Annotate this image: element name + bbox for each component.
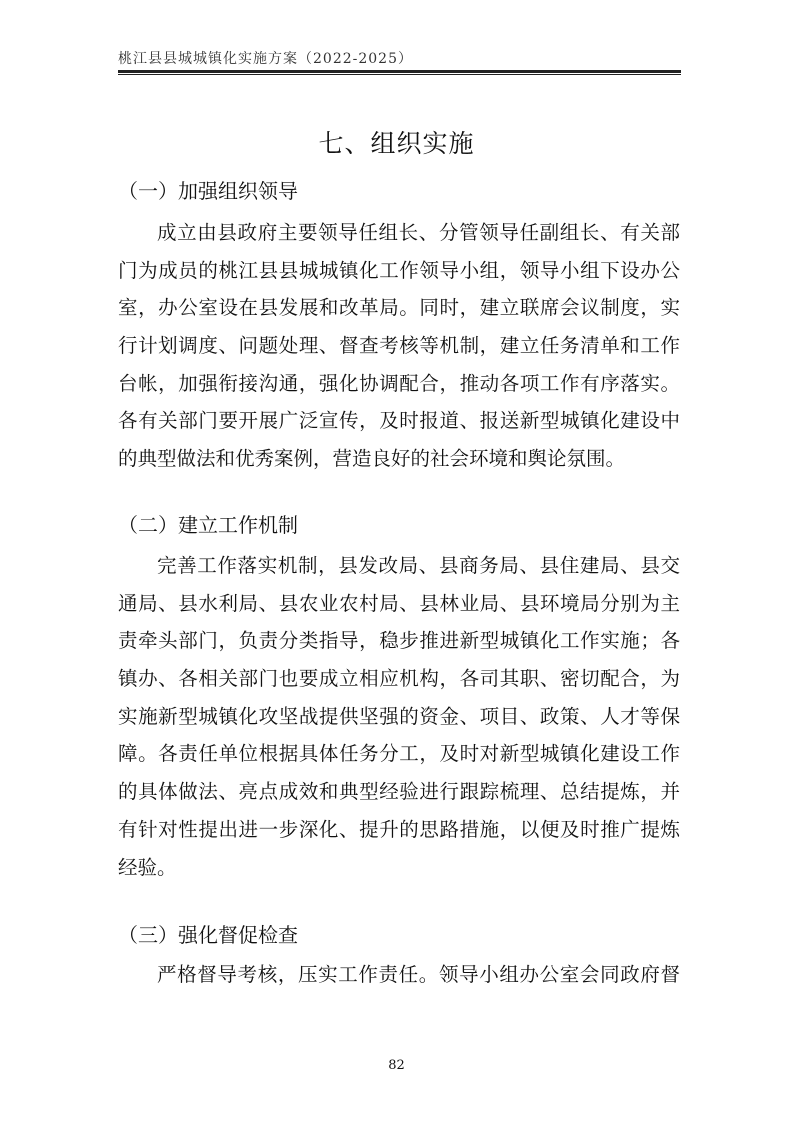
text-line: 成立由县政府主要领导任组长、分管领导任副组长、有关部	[157, 221, 680, 244]
text-line: 经验。	[118, 855, 177, 879]
text-line: 镇办、各相关部门也要成立相应机构，各司其职、密切配合，为	[118, 667, 680, 691]
section-paragraph-2	[118, 547, 680, 886]
section-paragraph-3	[118, 956, 680, 994]
header-rule-thin	[118, 74, 681, 75]
chapter-title: 七、组织实施	[318, 129, 475, 158]
text-line: 责牵头部门，负责分类指导，稳步推进新型城镇化工作实施；各	[118, 629, 680, 653]
text-line: 室，办公室设在县发展和改革局。同时，建立联席会议制度，实	[118, 296, 680, 320]
section-paragraph-1	[118, 214, 680, 478]
text-line: 障。各责任单位根据具体任务分工，及时对新型城镇化建设工作	[118, 742, 680, 766]
section-heading-3: （三）强化督促检查	[118, 923, 298, 947]
text-line: 门为成员的桃江县县城城镇化工作领导小组，领导小组下设办公	[118, 258, 680, 282]
text-line: 各有关部门要开展广泛宣传，及时报道、报送新型城镇化建设中	[118, 409, 680, 433]
text-line: 通局、县水利局、县农业农村局、县林业局、县环境局分别为主	[118, 591, 680, 615]
section-heading-1: （一）加强组织领导	[118, 179, 298, 203]
text-line: 实施新型城镇化攻坚战提供坚强的资金、项目、政策、人才等保	[118, 704, 680, 728]
text-line: 的典型做法和优秀案例，营造良好的社会环境和舆论氛围。	[118, 447, 626, 471]
page-number: 82	[388, 1058, 405, 1073]
text-line: 有针对性提出进一步深化、提升的思路措施，以便及时推广提炼	[118, 817, 680, 841]
text-line: 的具体做法、亮点成效和典型经验进行跟踪梳理、总结提炼，并	[118, 780, 680, 804]
text-line: 台帐，加强衔接沟通，强化协调配合，推动各项工作有序落实。	[118, 371, 680, 395]
text-line: 行计划调度、问题处理、督查考核等机制，建立任务清单和工作	[118, 334, 680, 358]
text-line: 完善工作落实机制，县发改局、县商务局、县住建局、县交	[157, 554, 680, 577]
header-rule-thick	[118, 70, 681, 73]
running-header: 桃江县县城城镇化实施方案（2022-2025）	[118, 51, 413, 67]
text-line: 严格督导考核，压实工作责任。领导小组办公室会同政府督	[157, 963, 680, 986]
section-heading-2: （二）建立工作机制	[118, 513, 298, 537]
